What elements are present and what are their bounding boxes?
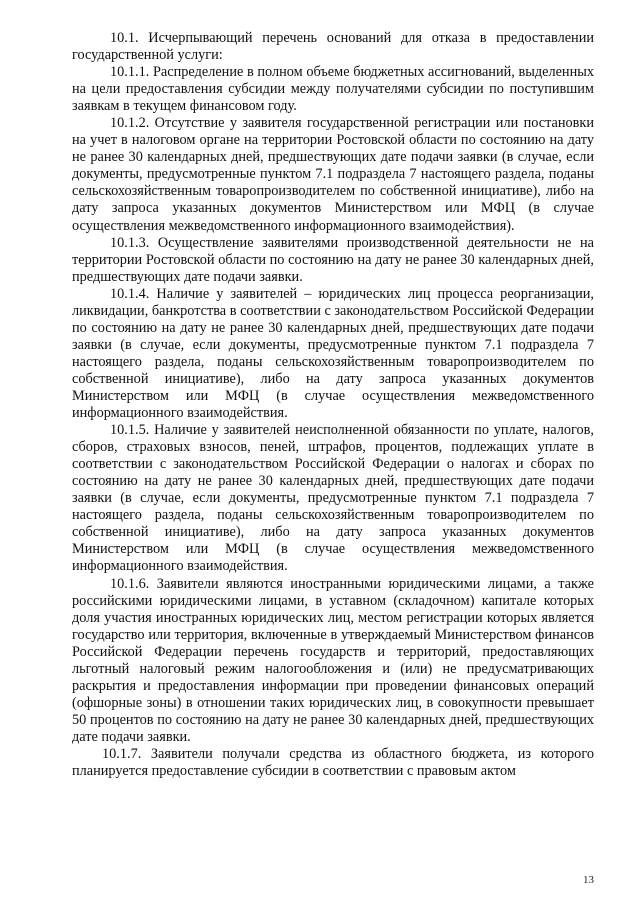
paragraph-10-1-1: 10.1.1. Распределение в полном объеме бюджетных ассигнований, выделенных на цели предоставления субсидии между получателями субсидии по поступившим заявкам в текущем финансовом году.: [72, 64, 594, 115]
paragraph-10-1-4: 10.1.4. Наличие у заявителей – юридических лиц процесса реорганизации, ликвидации, банкротства в соответствии с законодательством Российской Федерации по состоянию на дату не ранее 30 календарных дней, предшествующих дате подачи заявки (в случае, если документы, предусмотренные пунктом 7.1 подраздела 7 настоящего раздела, поданы сельскохозяйственным товаропроизводителем по собственной инициативе), либо на дату запроса указанных документов Министерством или МФЦ (в случае осуществления межведомственного информационного взаимодействия.: [72, 285, 594, 422]
paragraph-10-1: 10.1. Исчерпывающий перечень оснований для отказа в предоставлении государственной услуги:: [72, 30, 594, 64]
paragraph-10-1-3: 10.1.3. Осуществление заявителями производственной деятельности не на территории Ростовской области по состоянию на дату не ранее 30 календарных дней, предшествующих дате подачи заявки.: [72, 234, 594, 285]
paragraph-10-1-2: 10.1.2. Отсутствие у заявителя государственной регистрации или постановки на учет в налоговом органе на территории Ростовской области по состоянию на дату не ранее 30 календарных дней, предшествующих дате подачи заявки (в случае, если документы, предусмотренные пунктом 7.1 подраздела 7 настоящего раздела, поданы сельскохозяйственным товаропроизводителем по собственной инициативе), либо на дату запроса указанных документов Министерством или МФЦ (в случае осуществления межведомственного информационного взаимодействия).: [72, 115, 594, 234]
paragraph-10-1-6: 10.1.6. Заявители являются иностранными юридическими лицами, а также российскими юридическими лицами, в уставном (складочном) капитале которых доля участия иностранных юридических лиц, местом регистрации которых является государство или территория, включенные в утверждаемый Министерством финансов Российской Федерации перечень государств и территорий, предоставляющих льготный налоговый режим налогообложения и (или) не предусматривающих раскрытия и предоставления информации при проведении финансовых операций (офшорные зоны) в отношении таких юридических лиц, в совокупности превышает 50 процентов по состоянию на дату не ранее 30 календарных дней, предшествующих дате подачи заявки.: [72, 575, 594, 745]
paragraph-10-1-7: 10.1.7. Заявители получали средства из областного бюджета, из которого планируется предоставление субсидии в соответствии с правовым актом: [72, 745, 594, 780]
paragraph-10-1-5: 10.1.5. Наличие у заявителей неисполненной обязанности по уплате, налогов, сборов, страховых взносов, пеней, штрафов, процентов, подлежащих уплате в соответствии с законодательством Российской Федерации о налогах и сборах по состоянию на дату не ранее 30 календарных дней, предшествующих дате подачи заявки (в случае, если документы, предусмотренные пунктом 7.1 подраздела 7 настоящего раздела, поданы сельскохозяйственным товаропроизводителем по собственной инициативе), либо на дату запроса указанных документов Министерством или МФЦ (в случае осуществления межведомственного информационного взаимодействия.: [72, 422, 594, 575]
page-number: 13: [583, 874, 594, 886]
document-page: [72, 30, 594, 780]
